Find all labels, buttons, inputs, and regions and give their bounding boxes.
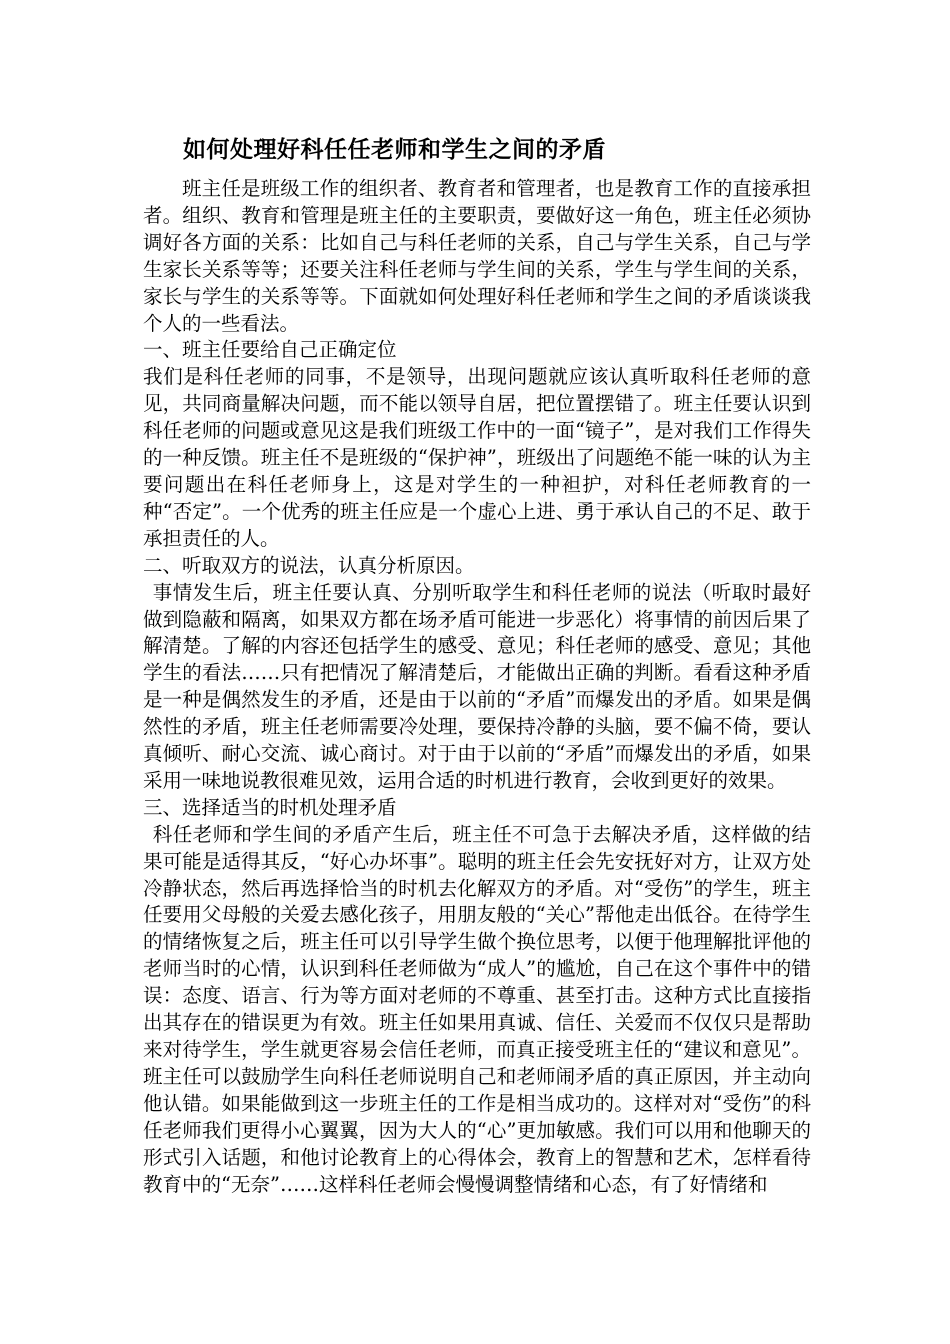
intro-paragraph: 班主任是班级工作的组织者、教育者和管理者，也是教育工作的直接承担者。组织、教育和管理是班主任的主要职责，要做好这一角色，班主任必须协调好各方面的关系：比如自己与科任老师的关系，自己与学生关系，自己与学生家长关系等等；还要关注科任老师与学生间的关系，学生与学生间的关系，家长与学生的关系等等。下面就如何处理好科任老师和学生之间的矛盾谈谈我个人的一些看法。	[143, 177, 811, 335]
section-1-heading: 一、班主任要给自己正确定位	[143, 338, 397, 362]
section-3-body: 科任老师和学生间的矛盾产生后，班主任不可急于去解决矛盾，这样做的结果可能是适得其反，“好心办坏事”。聪明的班主任会先安抚好对方，让双方处冷静状态，然后再选择恰当的时机去化解双方的矛盾。对“受伤”的学生，班主任要用父母般的关爱去感化孩子，用朋友般的“关心”帮他走出低谷。在待学生的情绪恢复之后，班主任可以引导学生做个换位思考，以便于他理解批评他的老师当时的心情，认识到科任老师做为“成人”的尴尬，自己在这个事件中的错误：态度、语言、行为等方面对老师的不尊重、甚至打击。这种方式比直接指出其存在的错误更为有效。班主任如果用真诚、信任、关爱而不仅仅只是帮助来对待学生，学生就更容易会信任老师，而真正接受班主任的“建议和意见”。班主任可以鼓励学生向科任老师说明自己和老师闹矛盾的真正原因，并主动向他认错。如果能做到这一步班主任的工作是相当成功的。这样对对“受伤”的科任老师我们更得小心翼翼，因为大人的“心”更加敏感。我们可以用和他聊天的形式引入话题，和他讨论教育上的心得体会，教育上的智慧和艺术，怎样看待教育中的“无奈”……这样科任老师会慢慢调整情绪和心态，有了好情绪和	[143, 822, 811, 1196]
document-title: 如何处理好科任任老师和学生之间的矛盾	[183, 136, 606, 163]
section-2-body: 事情发生后，班主任要认真、分别听取学生和科任老师的说法（听取时最好做到隐蔽和隔离，如果双方都在场矛盾可能进一步恶化）将事情的前因后果了解清楚。了解的内容还包括学生的感受、意见；科任老师的感受、意见；其他学生的看法……只有把情况了解清楚后，才能做出正确的判断。看看这种矛盾是一种是偶然发生的矛盾，还是由于以前的“矛盾”而爆发出的矛盾。如果是偶然性的矛盾，班主任老师需要冷处理，要保持冷静的头脑，要不偏不倚，要认真倾听、耐心交流、诚心商讨。对于由于以前的“矛盾”而爆发出的矛盾，如果采用一味地说教很难见效，运用合适的时机进行教育，会收到更好的效果。	[143, 580, 811, 792]
section-2-heading: 二、听取双方的说法，认真分析原因。	[143, 553, 475, 577]
document-page	[143, 130, 811, 1198]
section-1-body: 我们是科任老师的同事，不是领导，出现问题就应该认真听取科任老师的意见，共同商量解决问题，而不能以领导自居，把位置摆错了。班主任要认识到科任老师的问题或意见这是我们班级工作中的一面“镜子”，是对我们工作得失的一种反馈。班主任不是班级的“保护神”，班级出了问题绝不能一味的认为主要问题出在科任老师身上，这是对学生的一种袒护，对科任老师教育的一种“否定”。一个优秀的班主任应是一个虚心上进、勇于承认自己的不足、敢于承担责任的人。	[143, 365, 811, 550]
section-3-heading: 三、选择适当的时机处理矛盾	[143, 795, 397, 819]
